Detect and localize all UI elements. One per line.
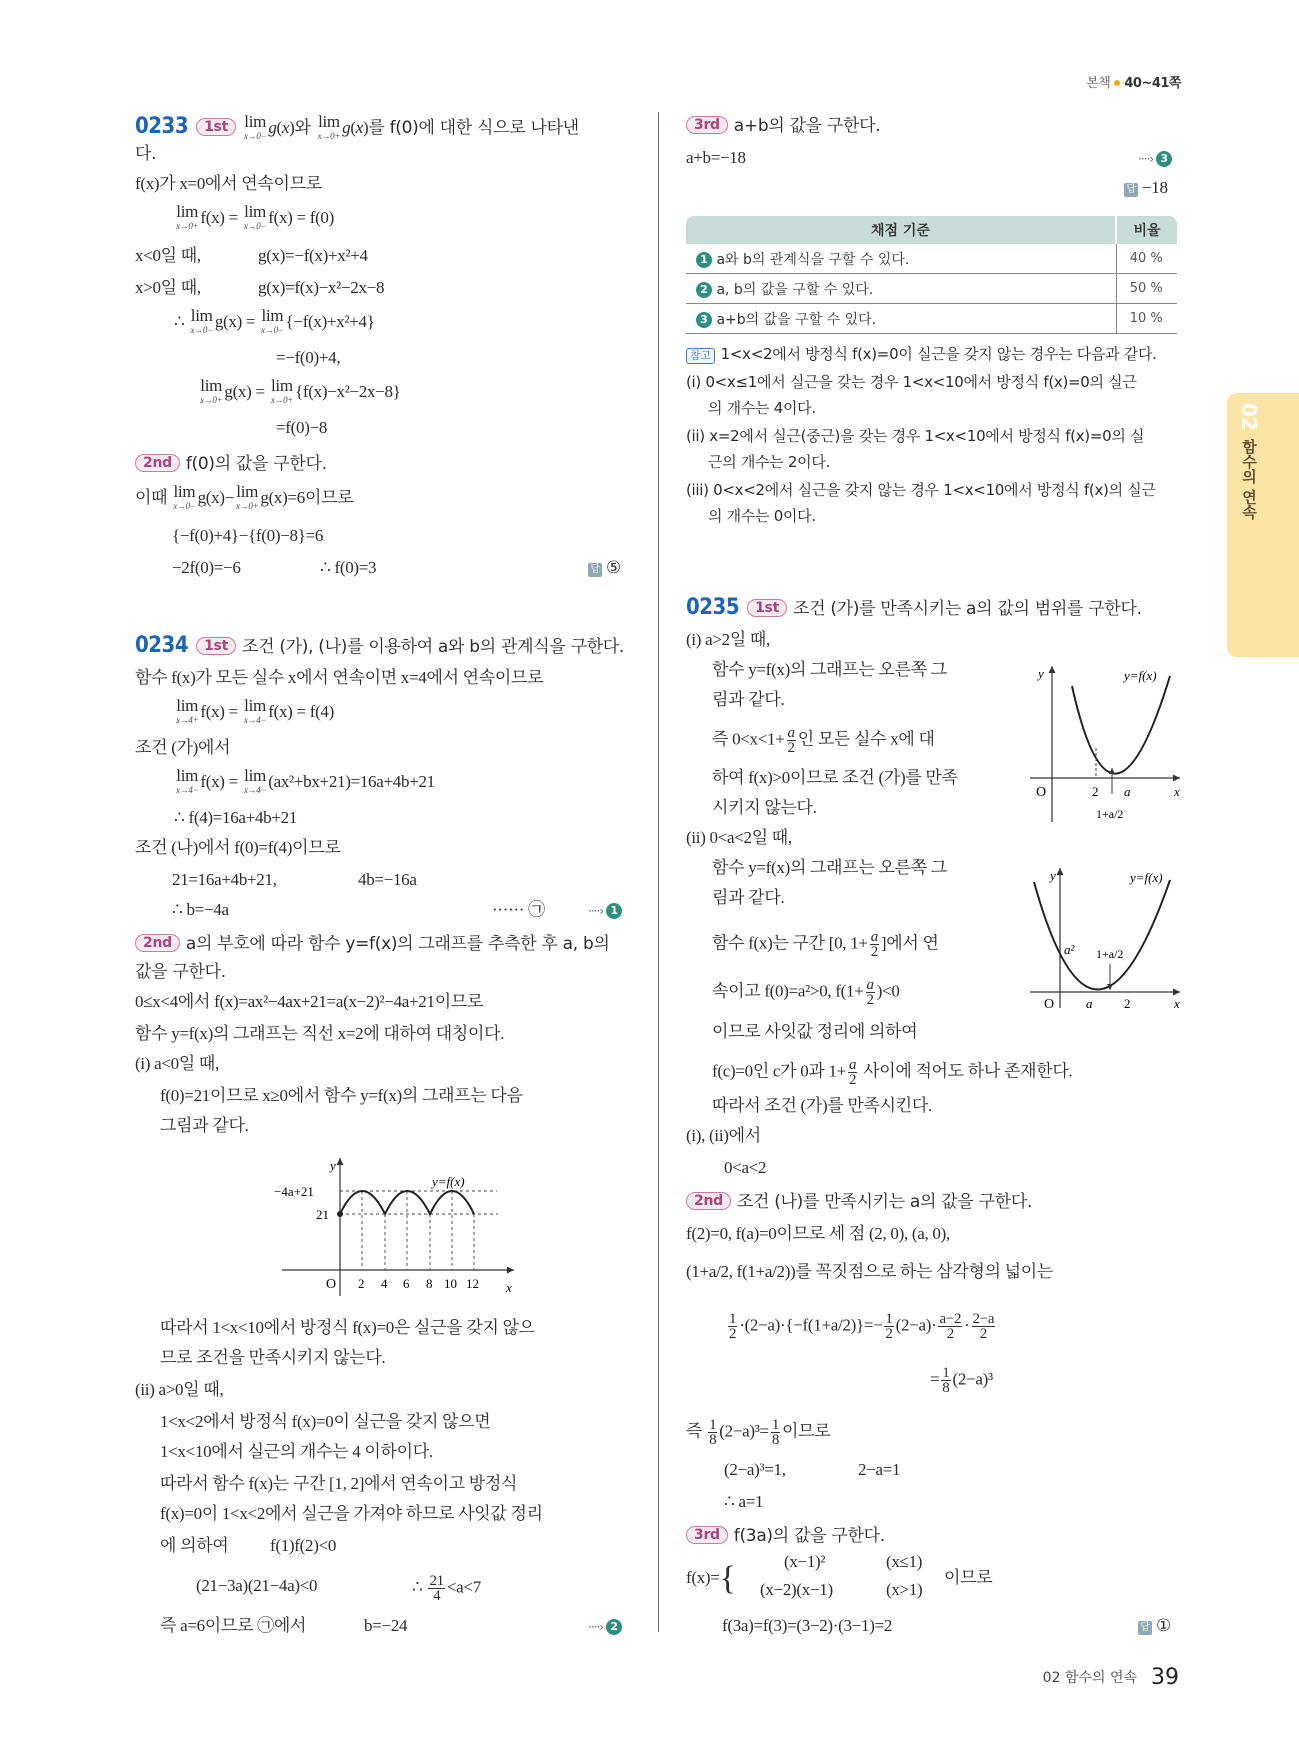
column-divider: [658, 112, 659, 1632]
note-line: 의 개수는 4이다.: [708, 399, 816, 417]
text-line: 시키지 않는다.: [712, 798, 817, 817]
chapter-side-tab: [1227, 393, 1299, 657]
math-line: 속이고 f(0)=a²>0, f(1+ $\frac{a}{2}$ )<0: [712, 977, 900, 1008]
svg-text:6: 6: [403, 1276, 410, 1291]
badge-icon: 2: [606, 1619, 622, 1635]
math-line: lim x→4− f(x) = lim x→4− (ax²+bx+21)=16a+4b+21: [176, 766, 435, 795]
svg-text:10: 10: [444, 1276, 457, 1291]
math-line: ∴ f(0)=3: [320, 558, 377, 577]
svg-text:2: 2: [1092, 784, 1099, 799]
answer-icon: 답: [1138, 1621, 1152, 1635]
math-line: f(3a)=f(3)=(3−2)·(3−1)=2: [722, 1616, 893, 1635]
math-line: (x−2)(x−1): [760, 1580, 833, 1599]
answer-mark: [1124, 176, 1168, 200]
text-line: 따라서 조건 (가)를 만족시킨다.: [712, 1096, 932, 1115]
text-line: 1<x<2에서 방정식 f(x)=0이 실근을 갖지 않으면: [160, 1412, 491, 1431]
step3-heading: 3rd f(3a)의 값을 구한다.: [686, 1524, 885, 1548]
svg-text:4: 4: [381, 1276, 388, 1291]
math-line: =−f(0)+4,: [276, 348, 341, 367]
text-line: 함수 f(x)가 모든 실수 x에서 연속이면 x=4에서 연속이므로: [135, 668, 544, 687]
math-line: f(c)=0인 c가 0과 1+ $\frac{a}{2}$ 사이에 적어도 하나 존재한다.: [712, 1057, 1073, 1088]
text-line: 따라서 1<x<10에서 방정식 f(x)=0은 실근을 갖지 않으: [160, 1318, 535, 1337]
table-header-ratio: 비율: [1116, 216, 1177, 244]
step2-heading: 2nd a의 부호에 따라 함수 y=f(x)의 그래프를 추측한 후 a, b의: [135, 932, 610, 956]
text-line: 함수 y=f(x)의 그래프는 직선 x=2에 대하여 대칭이다.: [135, 1024, 505, 1043]
graph-periodic-parabola: [262, 1148, 522, 1300]
badge-icon: 3: [696, 312, 712, 328]
page-reference: [1086, 72, 1181, 91]
math-line: =f(0)−8: [276, 418, 328, 437]
math-line: (x−1)²: [784, 1552, 826, 1571]
text-line: 조건 (가)에서: [135, 738, 231, 757]
page-range: 40~41쪽: [1124, 76, 1181, 91]
graph-parabola-case-0-lt-a-lt-2: [1024, 858, 1184, 1008]
math-line: 즉 0<x<1+ $\frac{a}{2}$ 인 모든 실수 x에 대: [712, 725, 935, 756]
math-line: g(x)=−f(x)+x²+4: [258, 246, 368, 265]
math-line: 4b=−16a: [358, 870, 417, 889]
footer-chapter: 02 함수의 연속: [1042, 1670, 1137, 1686]
math-line: ∴ lim x→0− g(x) = lim x→0− {−f(x)+x²+4}: [174, 306, 375, 335]
text-line: 따라서 함수 f(x)는 구간 [1, 2]에서 연속이고 방정식: [160, 1474, 518, 1493]
question-number: 0235: [686, 595, 740, 620]
math-line: b=−24: [364, 1616, 408, 1635]
svg-text:8: 8: [426, 1276, 433, 1291]
text-line: 이므로 사잇값 정리에 의하여: [712, 1022, 918, 1041]
bullet-dot-icon: [1114, 80, 1120, 86]
svg-text:a: a: [1124, 784, 1131, 799]
table-row: 1 a와 b의 관계식을 구할 수 있다. 40 %: [686, 244, 1177, 274]
math-line: = $\frac{1}{8}$ (2−a)³: [930, 1365, 993, 1396]
text-line: x<0일 때,: [135, 246, 201, 265]
math-line: a+b=−18: [686, 148, 746, 167]
svg-text:y=f(x): y=f(x): [432, 1174, 465, 1189]
svg-text:x: x: [506, 1280, 512, 1295]
step-badge: 1st: [196, 118, 236, 136]
math-line: 함수 f(x)는 구간 [0, 1+ $\frac{a}{2}$ ]에서 연: [712, 929, 939, 960]
svg-text:21: 21: [316, 1207, 329, 1222]
math-line: −2f(0)=−6: [172, 558, 241, 577]
math-line: g(x)=f(x)−x²−2x−8: [258, 278, 385, 297]
badge-icon: 3: [1156, 151, 1172, 167]
text-line: 림과 같다.: [712, 690, 785, 709]
page-number: 39: [1151, 1665, 1179, 1690]
math-line: (21−3a)(21−4a)<0: [196, 1576, 318, 1595]
svg-text:y: y: [1038, 666, 1044, 681]
text-line: 함수 y=f(x)의 그래프는 오른쪽 그: [712, 858, 947, 877]
note-line: (i) 0<x≤1에서 실근을 갖는 경우 1<x<10에서 방정식 f(x)=0의 실근: [686, 373, 1137, 391]
step2-heading: 2nd 조건 (나)를 만족시키는 a의 값을 구한다.: [686, 1190, 1032, 1214]
table-row: 2 a, b의 값을 구할 수 있다. 50 %: [686, 274, 1177, 304]
table-header-criteria: 채점 기준: [686, 216, 1116, 244]
text-line: 이므로: [944, 1568, 993, 1587]
limit-expression: lim x→0−: [243, 112, 267, 141]
chapter-number: 02: [1237, 403, 1261, 431]
score-marker-2: ····› 2: [588, 1614, 622, 1639]
answer-icon: 답: [1124, 183, 1138, 197]
equation-tag: ······ ㉠: [492, 900, 545, 919]
svg-text:a²: a²: [1064, 942, 1075, 957]
math-line: ∴ f(4)=16a+4b+21: [174, 808, 298, 827]
heading-continuation: 값을 구한다.: [135, 962, 226, 982]
svg-text:2: 2: [1124, 996, 1131, 1008]
step-badge: 1st: [196, 637, 236, 655]
note-line: 의 개수는 0이다.: [708, 507, 816, 525]
text-line: (ii) a>0일 때,: [135, 1380, 224, 1399]
svg-text:2: 2: [358, 1276, 365, 1291]
heading-continuation: 다.: [135, 144, 157, 164]
math-line: ∴ $\frac{21}{4}$ <a<7: [412, 1573, 481, 1604]
text-line: (i) a<0일 때,: [135, 1054, 219, 1073]
text-line: 림과 같다.: [712, 888, 785, 907]
note-tag: 참고: [686, 348, 715, 364]
svg-text:y: y: [1050, 868, 1056, 883]
note-line: (ii) x=2에서 실근(중근)을 갖는 경우 1<x<10에서 방정식 f(x)=0의 실: [686, 427, 1145, 445]
text-line: (ii) 0<a<2일 때,: [686, 828, 792, 847]
question-number: 0233: [135, 114, 189, 139]
text-line: x>0일 때,: [135, 278, 201, 297]
svg-text:y=f(x): y=f(x): [1130, 870, 1163, 885]
math-line: lim x→0+ f(x) = lim x→0− f(x) = f(0): [176, 202, 334, 231]
text-line: (i), (ii)에서: [686, 1126, 761, 1145]
q0234-heading: 0234 1st 조건 (가), (나)를 이용하여 a와 b의 관계식을 구한다.: [135, 633, 625, 658]
svg-text:O: O: [1044, 997, 1055, 1008]
answer-mark: [1138, 1614, 1171, 1638]
table-row: 3 a+b의 값을 구할 수 있다. 10 %: [686, 304, 1177, 334]
svg-text:1+a/2: 1+a/2: [1096, 947, 1124, 961]
svg-text:x: x: [1174, 996, 1180, 1008]
step3-heading: 3rd a+b의 값을 구한다.: [686, 114, 880, 138]
svg-text:y: y: [330, 1158, 336, 1173]
svg-text:a: a: [1086, 996, 1093, 1008]
score-marker-1: ····› 1: [588, 898, 622, 923]
q0235-heading: 0235 1st 조건 (가)를 만족시키는 a의 값의 범위를 구한다.: [686, 595, 1142, 620]
math-line: 즉 $\frac{1}{8}$ (2−a)³= $\frac{1}{8}$ 이므로: [686, 1417, 831, 1448]
svg-text:12: 12: [466, 1276, 479, 1291]
note-heading: 참고 1<x<2에서 방정식 f(x)=0이 실근을 갖지 않는 경우는 다음과 같다.: [686, 342, 1157, 366]
text-line: 에 의하여: [160, 1536, 229, 1555]
text-line: 1<x<10에서 실근의 개수는 4 이하이다.: [160, 1442, 433, 1461]
math-line: ∴ a=1: [724, 1492, 764, 1511]
math-line: $\frac{1}{2}$ ·(2−a)·{−f(1+a/2)}=− $\frac{1}{2}$ (2−a)· $\frac{a-2}{2}$ · $\frac{2-a}{2}$: [729, 1311, 995, 1342]
text-line: 하여 f(x)>0이므로 조건 (가)를 만족: [712, 768, 958, 787]
math-line: (1+a/2, f(1+a/2))를 꼭짓점으로 하는 삼각형의 넓이는: [686, 1262, 1054, 1281]
svg-text:O: O: [1036, 785, 1047, 800]
piecewise-function: f(x)={: [686, 1560, 736, 1597]
math-line: (2−a)³=1,: [724, 1460, 786, 1479]
math-line: ∴ b=−4a: [172, 900, 229, 919]
svg-text:1+a/2: 1+a/2: [1096, 807, 1124, 821]
book-label: 본책: [1086, 76, 1111, 91]
math-line: (x≤1): [886, 1552, 923, 1571]
step-badge: 1st: [747, 599, 787, 617]
graph-parabola-case-a-gt-2: [1024, 656, 1184, 826]
answer-value: ⑤: [606, 558, 621, 577]
question-number: 0234: [135, 633, 189, 658]
text-line: 함수 y=f(x)의 그래프는 오른쪽 그: [712, 660, 947, 679]
page-footer: [1043, 1665, 1179, 1690]
text-line: f(0)=21이므로 x≥0에서 함수 y=f(x)의 그래프는 다음: [160, 1086, 523, 1105]
text-line: (i) a>2일 때,: [686, 630, 770, 649]
answer-icon: 답: [588, 563, 602, 577]
text-line: 즉 a=6이므로 ㉠에서: [160, 1616, 307, 1635]
badge-icon: 2: [696, 282, 712, 298]
text-line: 0≤x<4에서 f(x)=ax²−4ax+21=a(x−2)²−4a+21이므로: [135, 992, 484, 1011]
text-line: 그림과 같다.: [160, 1116, 249, 1135]
step2-heading: 2nd f(0)의 값을 구한다.: [135, 452, 327, 476]
chapter-title: 함수의 연속: [1240, 439, 1258, 520]
svg-text:O: O: [326, 1277, 337, 1292]
text-line: f(2)=0, f(a)=0이므로 세 점 (2, 0), (a, 0),: [686, 1224, 950, 1243]
text-line: f(x)가 x=0에서 연속이므로: [135, 174, 322, 193]
svg-text:x: x: [1174, 784, 1180, 799]
answer-mark: [588, 556, 621, 580]
text-line: 므로 조건을 만족시키지 않는다.: [160, 1348, 386, 1367]
math-line: 2−a=1: [858, 1460, 901, 1479]
note-line: 근의 개수는 2이다.: [708, 453, 830, 471]
scoring-table: [686, 216, 1177, 334]
math-line: 0<a<2: [724, 1158, 767, 1177]
text-line: f(x)=0이 1<x<2에서 실근을 가져야 하므로 사잇값 정리: [160, 1504, 543, 1523]
text-line: 조건 (나)에서 f(0)=f(4)이므로: [135, 838, 341, 857]
math-line: lim x→0+ g(x) = lim x→0+ {f(x)−x²−2x−8}: [200, 376, 401, 405]
answer-value: −18: [1142, 178, 1168, 197]
answer-value: ①: [1156, 1616, 1171, 1635]
svg-text:−4a+21: −4a+21: [274, 1184, 314, 1199]
math-line: 이때 lim x→0− g(x)− lim x→0+ g(x)=6이므로: [135, 482, 354, 511]
math-line: f(1)f(2)<0: [270, 1536, 337, 1555]
math-line: {−f(0)+4}−{f(0)−8}=6: [172, 526, 324, 545]
math-line: 21=16a+4b+21,: [172, 870, 277, 889]
badge-icon: 1: [696, 252, 712, 268]
math-line: (x>1): [886, 1580, 923, 1599]
q0233-heading: 0233 1st lim x→0− g(x)와 lim x→0+ g(x)를 f(0)에 대한 식으로 나타낸: [135, 112, 579, 141]
score-marker-3: ····› 3: [1138, 146, 1172, 171]
svg-text:y=f(x): y=f(x): [1124, 668, 1157, 683]
math-line: lim x→4+ f(x) = lim x→4− f(x) = f(4): [176, 696, 334, 725]
badge-icon: 1: [606, 903, 622, 919]
note-line: (iii) 0<x<2에서 실근을 갖지 않는 경우 1<x<10에서 방정식 f(x)의 실근: [686, 481, 1156, 499]
